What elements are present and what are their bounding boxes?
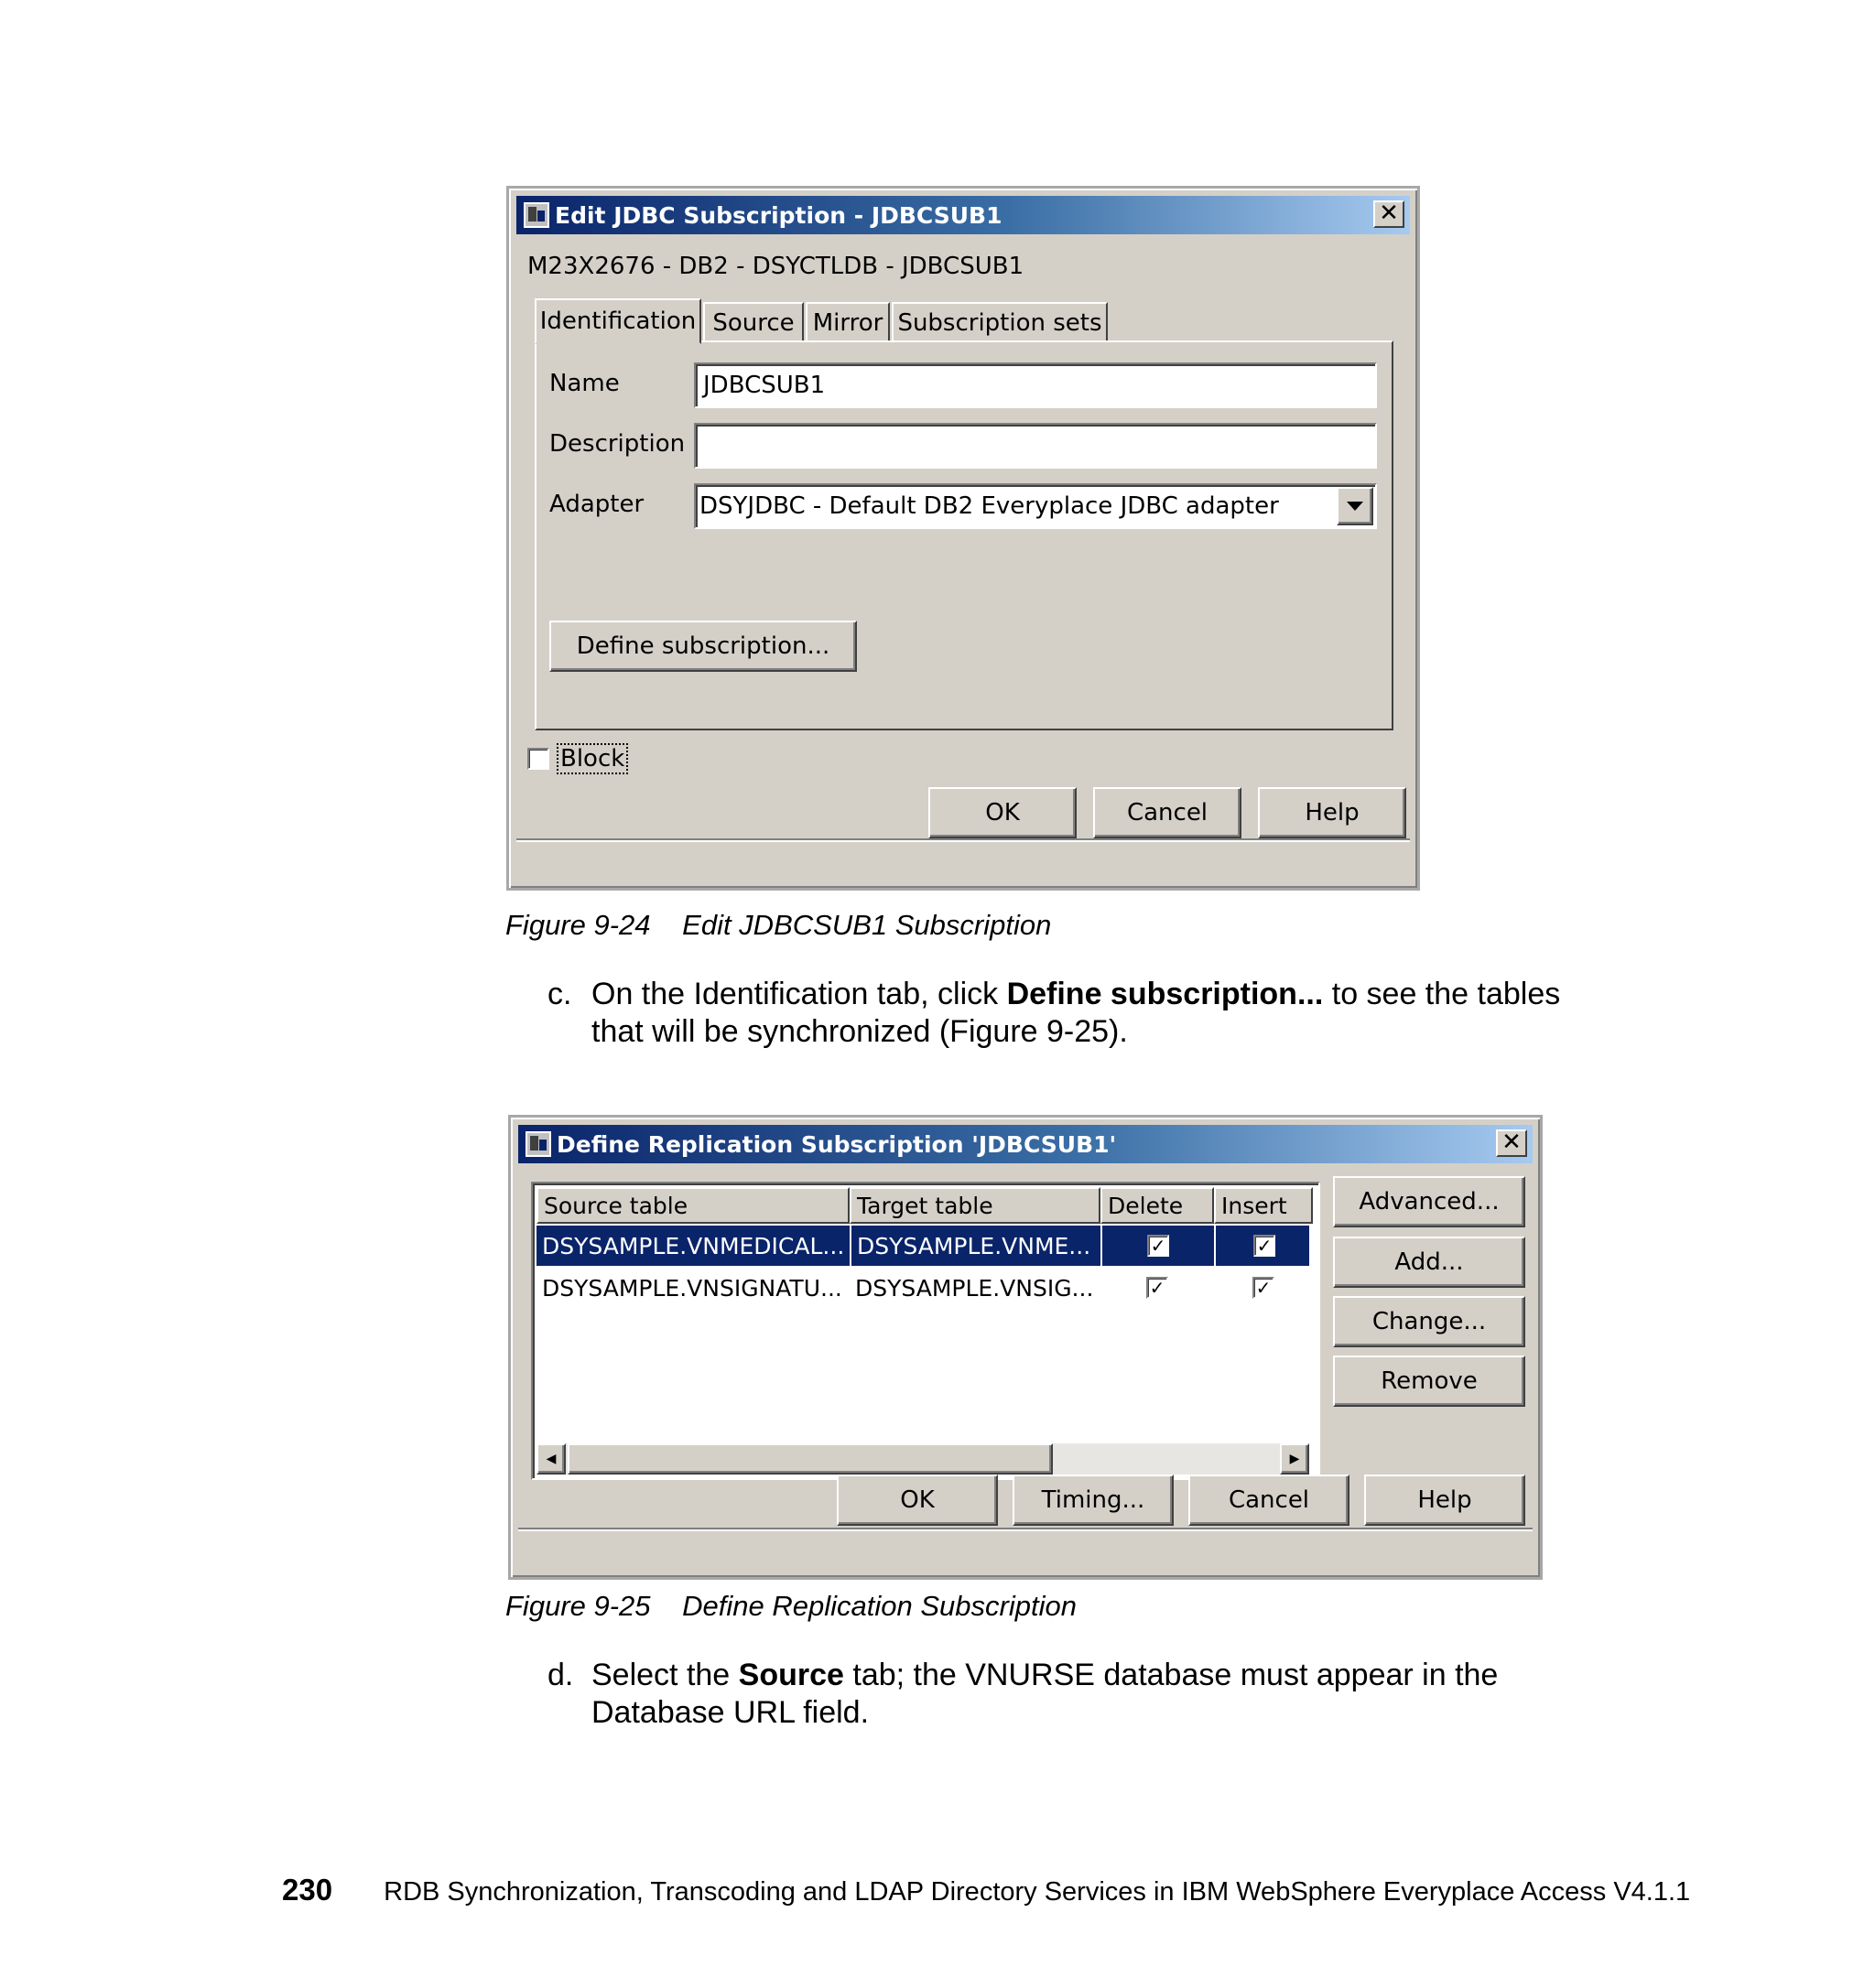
step-d-bold: Source [738, 1658, 844, 1692]
step-c-bold: Define subscription... [1006, 977, 1324, 1011]
adapter-label: Adapter [549, 491, 645, 518]
target-table-cell: DSYSAMPLE.VNME... [850, 1226, 1100, 1266]
step-c-pre: On the Identification tab, click [591, 977, 1007, 1011]
delete-cell [1100, 1226, 1214, 1266]
scroll-left-arrow-icon[interactable]: ◀ [536, 1443, 566, 1475]
adapter-select[interactable] [694, 483, 1377, 529]
column-insert[interactable]: Insert [1214, 1187, 1313, 1224]
table-row[interactable] [536, 1268, 1309, 1308]
chevron-down-icon[interactable] [1337, 487, 1373, 525]
close-icon[interactable]: ✕ [1373, 200, 1404, 228]
add-button[interactable]: Add... [1333, 1237, 1525, 1288]
remove-button[interactable]: Remove [1333, 1356, 1525, 1407]
scroll-right-arrow-icon[interactable]: ▶ [1280, 1443, 1309, 1475]
cancel-button[interactable]: Cancel [1093, 787, 1241, 838]
caption2-text: Define Replication Subscription [682, 1590, 1077, 1622]
tab-identification[interactable]: Identification [535, 298, 701, 344]
name-field[interactable]: JDBCSUB1 [694, 362, 1377, 408]
caption1-number: Figure 9-24 [505, 909, 651, 941]
description-label: Description [549, 430, 686, 458]
description-field[interactable] [694, 423, 1377, 469]
page-footer [282, 1873, 1690, 1907]
step-d-post: tab; the VNURSE database must appear in the Database URL field. [591, 1658, 1499, 1730]
dialog1-title: Edit JDBC Subscription - JDBCSUB1 [555, 201, 1003, 229]
source-table-cell: DSYSAMPLE.VNSIGNATU... [542, 1274, 842, 1302]
advanced-button[interactable]: Advanced... [1333, 1176, 1525, 1227]
step-c-post: to see the tables that will be synchronized (Figure 9-25). [591, 977, 1561, 1049]
dialog1-statusbar [516, 838, 1410, 881]
delete-checkbox[interactable]: ✓ [1147, 1235, 1169, 1257]
change-button[interactable]: Change... [1333, 1296, 1525, 1347]
page-number: 230 [282, 1873, 333, 1907]
table-header [536, 1187, 1309, 1224]
ok-button[interactable]: OK [928, 787, 1077, 838]
step-d-marker: d. [547, 1658, 574, 1692]
step-c-marker: c. [547, 977, 572, 1011]
identification-panel [535, 340, 1393, 730]
tab-mirror[interactable]: Mirror [806, 302, 890, 342]
block-checkbox-box[interactable] [527, 748, 549, 770]
dialog2-titlebar[interactable] [518, 1125, 1533, 1163]
dialog2-title: Define Replication Subscription 'JDBCSUB1' [557, 1130, 1117, 1158]
delete-checkbox[interactable]: ✓ [1146, 1277, 1168, 1299]
column-target-table[interactable]: Target table [850, 1187, 1100, 1224]
insert-checkbox[interactable]: ✓ [1253, 1235, 1275, 1257]
name-label: Name [549, 370, 620, 397]
table-row[interactable] [536, 1226, 1309, 1266]
adapter-selected-value: DSYJDBC - Default DB2 Everyplace JDBC adapter [699, 492, 1279, 520]
step-c-text [591, 976, 1573, 1051]
insert-cell [1214, 1226, 1313, 1266]
book-title: RDB Synchronization, Transcoding and LDAP Directory Services in IBM WebSphere Everyplace Access V4.1.1 [384, 1877, 1691, 1907]
window-app-icon [524, 202, 549, 228]
define-subscription-button[interactable]: Define subscription... [549, 621, 857, 672]
column-source-table[interactable]: Source table [536, 1187, 850, 1224]
source-table-cell: DSYSAMPLE.VNMEDICAL... [542, 1232, 845, 1259]
caption1-text: Edit JDBCSUB1 Subscription [682, 909, 1052, 941]
define-replication-subscription-dialog [508, 1115, 1543, 1580]
timing-button[interactable]: Timing... [1013, 1475, 1174, 1526]
insert-checkbox[interactable]: ✓ [1252, 1277, 1274, 1299]
figure-9-25-caption [505, 1590, 1077, 1623]
block-label: Block [560, 745, 625, 773]
ok-button[interactable]: OK [837, 1475, 998, 1526]
help-button[interactable]: Help [1258, 787, 1406, 838]
block-checkbox[interactable] [527, 745, 626, 773]
column-delete[interactable]: Delete [1100, 1187, 1214, 1224]
target-table-cell: DSYSAMPLE.VNSIG... [855, 1274, 1094, 1302]
close-icon[interactable]: ✕ [1496, 1129, 1527, 1157]
horizontal-scrollbar[interactable] [536, 1443, 1309, 1475]
caption2-number: Figure 9-25 [505, 1590, 651, 1622]
step-d-text [591, 1657, 1573, 1732]
window-app-icon [526, 1131, 551, 1157]
step-d [547, 1657, 1573, 1732]
dialog2-statusbar [518, 1528, 1533, 1570]
scroll-thumb[interactable] [568, 1443, 1053, 1475]
delete-cell [1100, 1268, 1214, 1308]
subscription-table [531, 1182, 1320, 1480]
figure-9-24-caption [505, 909, 1051, 942]
edit-jdbc-subscription-dialog [506, 186, 1420, 891]
step-c [547, 976, 1573, 1051]
step-d-pre: Select the [591, 1658, 739, 1692]
tab-subscription-sets[interactable]: Subscription sets [892, 302, 1108, 342]
tab-source[interactable]: Source [703, 302, 804, 342]
cancel-button[interactable]: Cancel [1188, 1475, 1349, 1526]
insert-cell [1214, 1268, 1313, 1308]
help-button[interactable]: Help [1364, 1475, 1525, 1526]
subscription-path: M23X2676 - DB2 - DSYCTLDB - JDBCSUB1 [527, 253, 1024, 280]
dialog1-titlebar[interactable] [516, 196, 1410, 234]
